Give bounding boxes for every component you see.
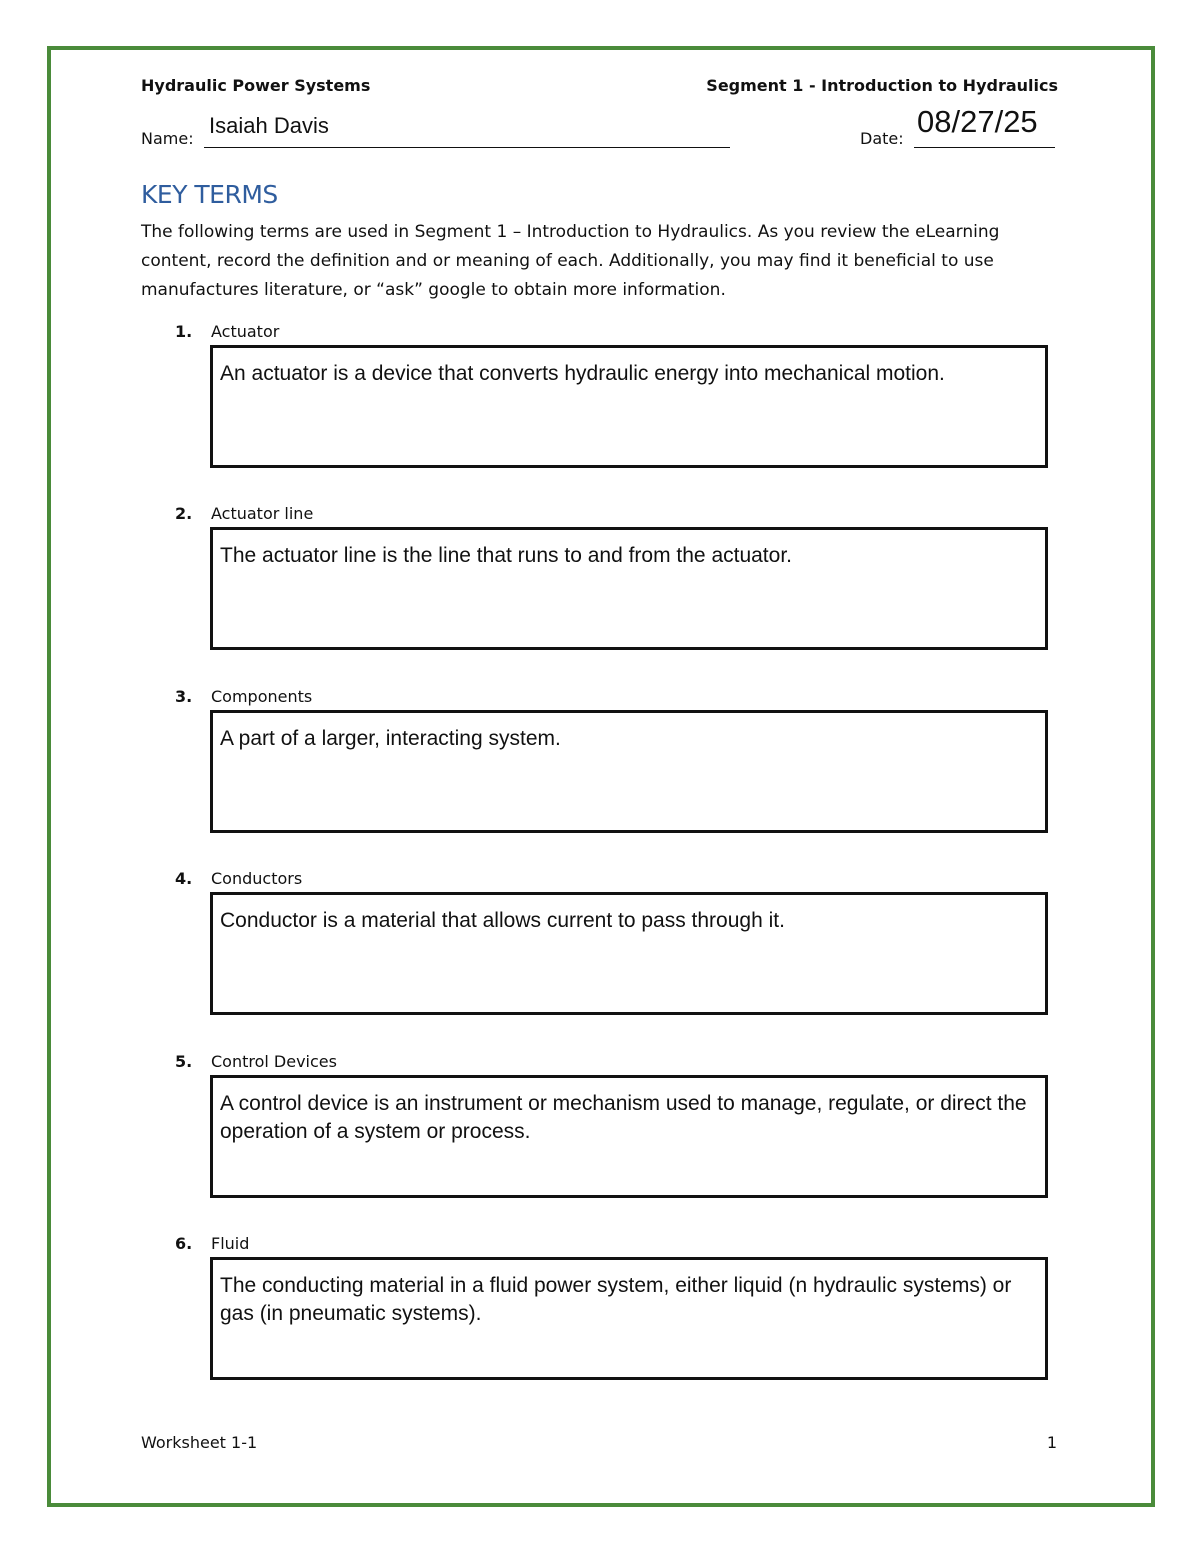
- term-number: 5.: [175, 1052, 193, 1071]
- page-number: 1: [1046, 1433, 1057, 1452]
- term-number: 4.: [175, 869, 193, 888]
- term-label: Actuator: [211, 322, 280, 341]
- term-label: Actuator line: [211, 504, 314, 523]
- term-label: Fluid: [211, 1234, 250, 1253]
- footer-worksheet: Worksheet 1-1: [141, 1433, 258, 1452]
- name-field-line: [204, 147, 730, 148]
- answer-box[interactable]: A part of a larger, interacting system.: [210, 710, 1048, 833]
- term-label: Control Devices: [211, 1052, 337, 1071]
- term-label: Conductors: [211, 869, 303, 888]
- name-field[interactable]: Isaiah Davis: [209, 113, 329, 138]
- term-number: 1.: [175, 322, 193, 341]
- term-number: 6.: [175, 1234, 193, 1253]
- section-title: KEY TERMS: [141, 180, 278, 209]
- course-title: Hydraulic Power Systems: [141, 76, 371, 95]
- date-field-line: [914, 147, 1055, 148]
- answer-box[interactable]: Conductor is a material that allows current to pass through it.: [210, 892, 1048, 1015]
- name-label: Name:: [141, 129, 194, 148]
- answer-box[interactable]: A control device is an instrument or mechanism used to manage, regulate, or direct the operation of a system or process.: [210, 1075, 1048, 1198]
- term-label: Components: [211, 687, 313, 706]
- term-number: 3.: [175, 687, 193, 706]
- term-number: 2.: [175, 504, 193, 523]
- date-label: Date:: [860, 129, 904, 148]
- answer-box[interactable]: The actuator line is the line that runs to and from the actuator.: [210, 527, 1048, 650]
- intro-paragraph: The following terms are used in Segment 1 – Introduction to Hydraulics. As you review the eLearning content, record the definition and or meaning of each. Additionally, you may find it beneficial to use manufactures literature, or “ask” google to obtain more information.: [141, 222, 1000, 300]
- date-field[interactable]: 08/27/25: [917, 104, 1038, 139]
- segment-title: Segment 1 - Introduction to Hydraulics: [706, 76, 1058, 95]
- answer-box[interactable]: An actuator is a device that converts hydraulic energy into mechanical motion.: [210, 345, 1048, 468]
- answer-box[interactable]: The conducting material in a fluid power system, either liquid (n hydraulic systems) or gas (in pneumatic systems).: [210, 1257, 1048, 1380]
